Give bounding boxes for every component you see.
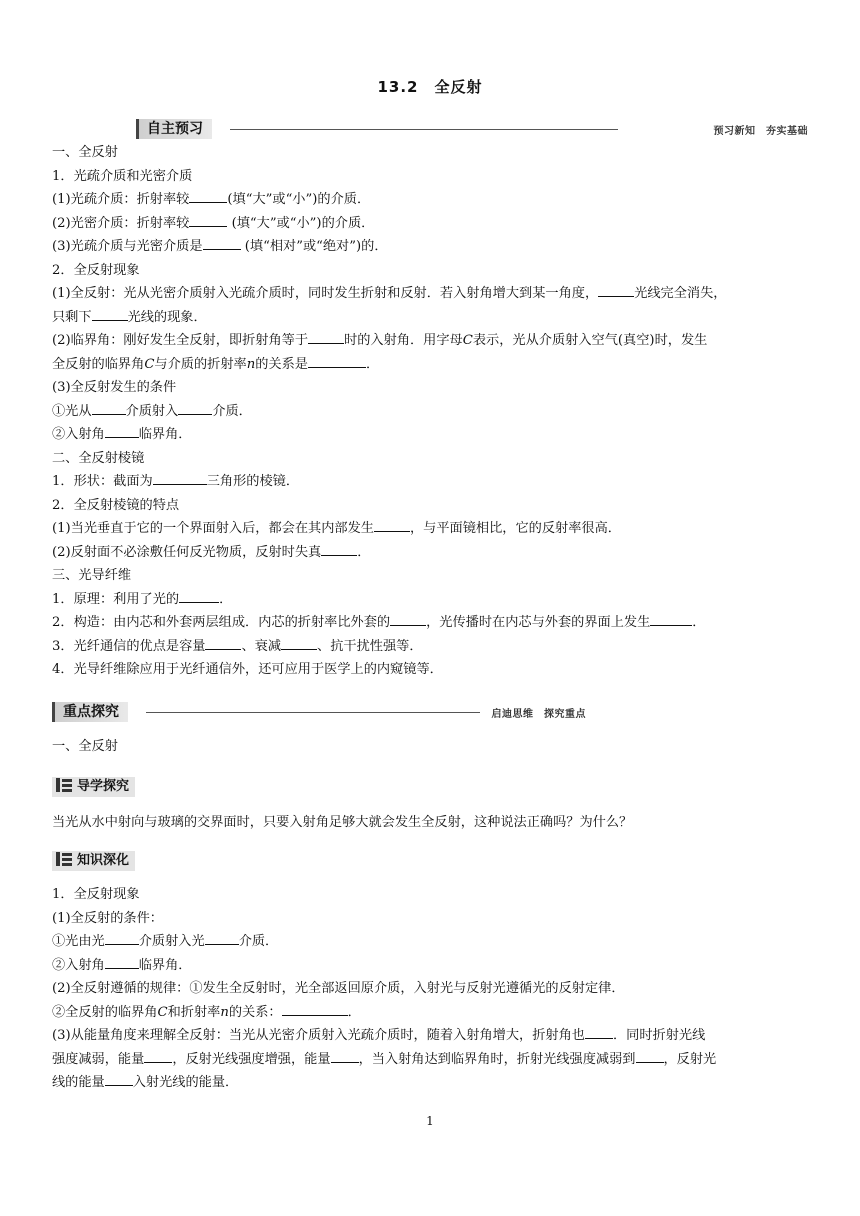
text-line: 2．全反射棱镜的特点 [52,497,180,513]
fill-blank [282,1001,348,1016]
text-line: ②入射角 临界角． [52,423,812,447]
fill-blank [374,517,410,532]
text-line: (1)当光垂直于它的一个界面射入后，都会在其内部发生 ，与平面镜相比，它的反射率很高． [52,517,812,541]
fill-blank [189,212,227,227]
text-line: 1．光疏介质和光密介质 [52,168,193,184]
text-line: (1)全反射的条件： [52,910,163,926]
guided-inquiry-block [52,775,812,799]
subsection-label: 知识深化 [52,851,135,871]
text-line: (3)光疏介质与光密介质是 (填“相对”或“绝对”)的． [52,235,812,259]
banner-divider [146,712,480,713]
list-icon [56,778,72,792]
page-number: 1 [426,1114,434,1128]
fill-blank [205,635,241,650]
page-title: 13.2 全反射 [377,78,483,96]
question-text: 当光从水中射向与玻璃的交界面时，只要入射角足够大就会发生全反射，这种说法正确吗？为什么？ [52,815,633,830]
text-line: (2)反射面不必涂敷任何反光物质，反射时失真 ． [52,541,812,565]
text-line: (3)全反射发生的条件 [52,380,177,395]
section-heading: 一、全反射 [52,739,118,754]
fill-blank [105,423,139,438]
fill-blank [308,353,366,368]
text-line: (2)光密介质：折射率较 (填“大”或“小”)的介质． [52,212,812,236]
text-line: (2)临界角：刚好发生全反射，即折射角等于 时的入射角．用字母C表示，光从介质射入空气(真空)时，发生 [52,329,812,353]
text-line: ②全反射的临界角C和折射率n的关系： ． [52,1001,812,1025]
fill-blank [331,1048,359,1063]
fill-blank [636,1048,664,1063]
subsection-label: 导学探究 [52,777,135,797]
fill-blank [105,1071,133,1086]
text-line: (1)光疏介质：折射率较 (填“大”或“小”)的介质． [52,188,812,212]
text-line: 2．构造：由内芯和外套两层组成．内芯的折射率比外套的 ，光传播时在内芯与外套的界面上发生 ． [52,611,812,635]
section-tab-label: 重点探究 [52,702,128,722]
explore-content [52,735,812,759]
fill-blank [105,930,139,945]
text-line: 一、全反射 [52,145,118,160]
knowledge-block [52,849,812,873]
text-line: 1．形状：截面为 三角形的棱镜． [52,470,812,494]
text-line: 2．全反射现象 [52,262,140,278]
text-line: 只剩下 光线的现象． [52,306,812,330]
banner-divider [230,129,618,130]
text-line: 4．光导纤维除应用于光纤通信外，还可应用于医学上的内窥镜等． [52,662,443,677]
fill-blank [585,1024,613,1039]
knowledge-content [52,883,812,1095]
fill-blank [178,400,212,415]
section-tagline: 启迪思维 探究重点 [491,709,586,720]
text-line: 1．全反射现象 [52,887,140,902]
fill-blank [153,470,207,485]
section-tab-label: 自主预习 [136,119,212,139]
fill-blank [179,588,219,603]
fill-blank [390,611,426,626]
fill-blank [205,930,239,945]
fill-blank [321,541,357,556]
text-line: 二、全反射棱镜 [52,450,145,466]
text-line: (1)全反射：光从光密介质射入光疏介质时，同时发生折射和反射．若入射角增大到某一角度， 光线完全消失， [52,282,812,306]
fill-blank [105,954,139,969]
fill-blank [189,188,227,203]
text-line: (3)从能量角度来理解全反射：当光从光密介质射入光疏介质时，随着入射角增大，折射角也 ．同时折射光线 [52,1024,812,1048]
question-block [52,811,812,835]
text-line: ②入射角 临界角． [52,954,812,978]
text-line: ①光由光 介质射入光 介质． [52,930,812,954]
fill-blank [92,306,128,321]
fill-blank [203,235,241,250]
fill-blank [598,282,634,297]
text-line: 线的能量 入射光线的能量． [52,1071,812,1095]
text-line: 全反射的临界角C与介质的折射率n的关系是 ． [52,353,812,377]
text-line: 3．光纤通信的优点是容量 、衰减 、抗干扰性强等． [52,635,812,659]
fill-blank [92,400,126,415]
text-line: ①光从 介质射入 介质． [52,400,812,424]
section-banner-preview [52,119,808,141]
fill-blank [308,329,344,344]
list-icon [56,852,72,866]
section-tagline: 预习新知 夯实基础 [713,126,808,137]
fill-blank [144,1048,172,1063]
text-line: 强度减弱，能量 ，反射光线强度增强，能量 ，当入射角达到临界角时，折射光线强度减弱到 ，反射光 [52,1048,812,1072]
preview-content [52,141,812,682]
fill-blank [281,635,317,650]
text-line: 三、光导纤维 [52,568,132,583]
text-line: 1．原理：利用了光的 ． [52,588,812,612]
text-line: (2)全反射遵循的规律：①发生全反射时，光全部返回原介质，入射光与反射光遵循光的反射定律． [52,981,625,996]
section-banner-explore [52,702,808,724]
fill-blank [650,611,692,626]
